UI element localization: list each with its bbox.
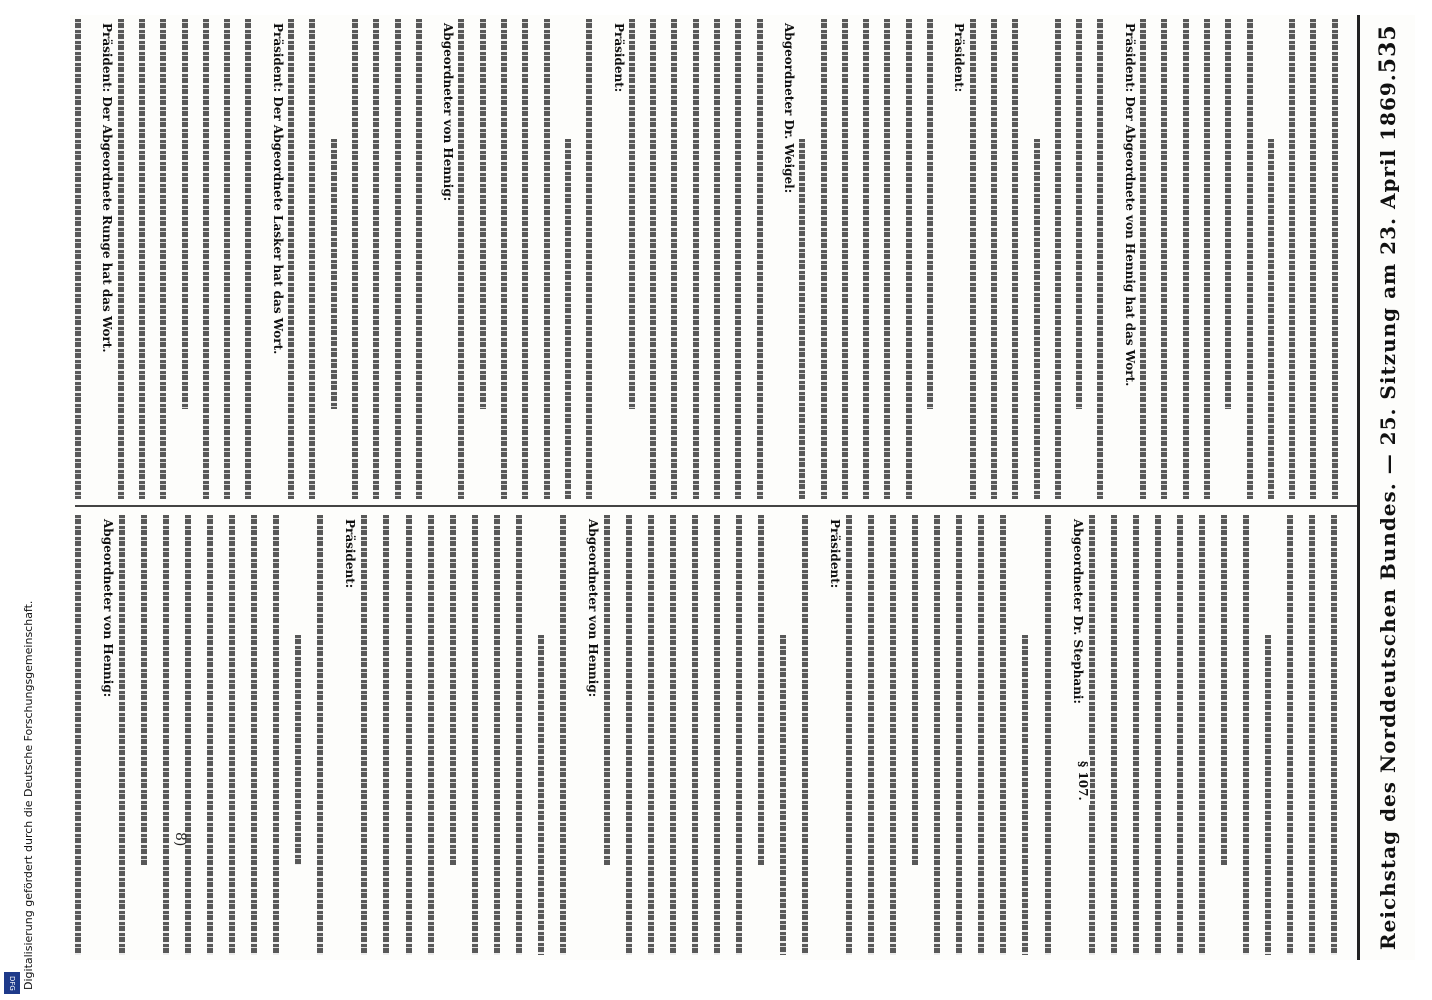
text-line [395,19,401,499]
speaker-heading-text: Präsident: Der Abgeordnete von Hennig hat das Wort. [1123,19,1137,390]
speaker-heading-text: Abgeordneter von Hennig: [586,515,600,701]
text-line [970,19,976,499]
text-line [516,515,522,955]
text-line [118,19,124,499]
text-line [780,635,786,955]
text-line [842,19,848,499]
text-line [383,515,389,955]
speaker-heading-text: Präsident: [828,515,842,592]
text-line [224,19,230,499]
text-line [1140,19,1146,499]
text-line [912,515,918,865]
text-line [450,515,456,865]
text-line [1268,139,1274,499]
text-line [1161,19,1167,499]
text-line [714,19,720,499]
text-line [75,19,81,499]
dfg-logo-icon: DFG [4,972,20,994]
text-line [802,515,808,955]
speaker-heading [1119,19,1137,499]
column-divider [75,505,1357,507]
text-line [799,139,805,499]
text-line [1310,19,1316,499]
text-line [458,19,464,499]
running-header-text [1365,15,1410,960]
speaker-heading-text: Abgeordneter Dr. Weigel: [782,19,796,197]
speaker-heading-text: Präsident: Der Abgeordnete Lasker hat das Wort. [271,19,285,358]
text-line [139,19,145,499]
speaker-heading [582,515,600,955]
text-line [1022,635,1028,955]
text-line [560,515,566,955]
text-line [956,515,962,955]
text-line [626,515,632,955]
speaker-heading [1067,515,1085,955]
text-line [650,19,656,499]
text-line [1221,515,1227,865]
text-line [978,515,984,955]
text-line [1332,19,1338,499]
text-line [757,19,763,499]
text-line [352,19,358,499]
text-line [735,19,741,499]
speaker-heading-text: Abgeordneter von Hennig: [441,19,455,205]
text-line [480,19,486,409]
text-line [846,515,852,955]
text-line [163,515,169,955]
text-line [1309,515,1315,955]
speaker-heading-text: Präsident: [612,19,626,96]
speaker-heading [97,515,115,955]
speaker-heading-text: Präsident: [952,19,966,96]
speaker-heading [608,19,626,499]
text-line [1247,19,1253,499]
text-line [309,19,315,499]
text-line [565,139,571,499]
section-mark: § 107. [1076,757,1090,805]
speaker-heading [437,19,455,499]
text-line [331,139,337,409]
text-line [1243,515,1249,955]
text-line [714,515,720,955]
text-line [693,19,699,499]
text-line [934,515,940,955]
text-line [494,515,500,955]
text-line [273,515,279,955]
speaker-heading-text: Abgeordneter Dr. Stephani: [1071,515,1085,708]
text-line [75,515,81,955]
digitization-credit [0,0,35,1000]
text-line [428,515,434,955]
speaker-heading [339,515,357,955]
text-line [1177,515,1183,955]
text-line [160,19,166,499]
text-line [229,515,235,955]
speaker-heading [948,19,966,499]
text-line [406,515,412,955]
text-line [890,515,896,955]
speaker-heading-text: Abgeordneter von Hennig: [101,515,115,701]
text-line [692,515,698,955]
text-line [868,515,874,955]
signature-mark: 8) [172,832,188,847]
text-line [1331,515,1337,955]
speaker-heading [824,515,842,955]
text-line [245,19,251,499]
speaker-heading-text: Präsident: Der Abgeordnete Runge hat das Wort. [100,19,114,357]
text-line [884,19,890,499]
text-line [991,19,997,499]
speaker-heading-text: Präsident: [343,515,357,592]
speaker-heading [778,19,796,499]
text-line [1076,19,1082,409]
text-line [1089,515,1095,955]
text-column-1 [75,19,1353,499]
text-line [288,19,294,499]
text-line [361,515,367,955]
text-line [1289,19,1295,499]
text-line [1111,515,1117,955]
text-column-2 [75,515,1353,955]
text-line [1012,19,1018,499]
text-line [1204,19,1210,499]
text-line [629,19,635,409]
text-line [1287,515,1293,955]
text-line [927,19,933,409]
text-line [670,515,676,955]
text-line [317,515,323,955]
text-line [604,515,610,865]
text-line [671,19,677,499]
text-line [207,515,213,955]
text-line [373,19,379,499]
text-line [906,19,912,499]
speaker-heading [96,19,114,499]
text-line [185,515,191,955]
text-line [736,515,742,955]
text-line [141,515,147,865]
credit-text: Digitalisierung gefördert durch die Deutsche Forschungsgemeinschaft. [22,600,35,990]
text-line [501,19,507,499]
text-line [251,515,257,955]
page-number: 535 [1374,24,1401,74]
text-line [1055,19,1061,499]
text-line [416,19,422,499]
text-line [648,515,654,955]
text-line [538,635,544,955]
text-line [821,19,827,499]
text-line [544,19,550,499]
speaker-heading [267,19,285,499]
text-line [586,19,592,499]
text-line [182,19,188,409]
running-header [1357,15,1415,960]
text-line [1097,19,1103,499]
text-line [203,19,209,499]
text-line [1199,515,1205,955]
text-line [1225,19,1231,409]
running-title: Reichstag des Norddeutschen Bundes. — 25. Sitzung am 23. April 1869. [1375,73,1400,950]
text-line [1155,515,1161,955]
text-line [1265,635,1271,955]
text-line [472,515,478,955]
text-line [1000,515,1006,955]
text-line [119,515,125,955]
text-line [295,635,301,865]
document-page [70,15,1415,960]
text-line [1133,515,1139,955]
text-line [1045,515,1051,955]
text-line [1183,19,1189,499]
text-line [1034,139,1040,499]
text-line [758,515,764,865]
text-line [863,19,869,499]
text-line [522,19,528,499]
